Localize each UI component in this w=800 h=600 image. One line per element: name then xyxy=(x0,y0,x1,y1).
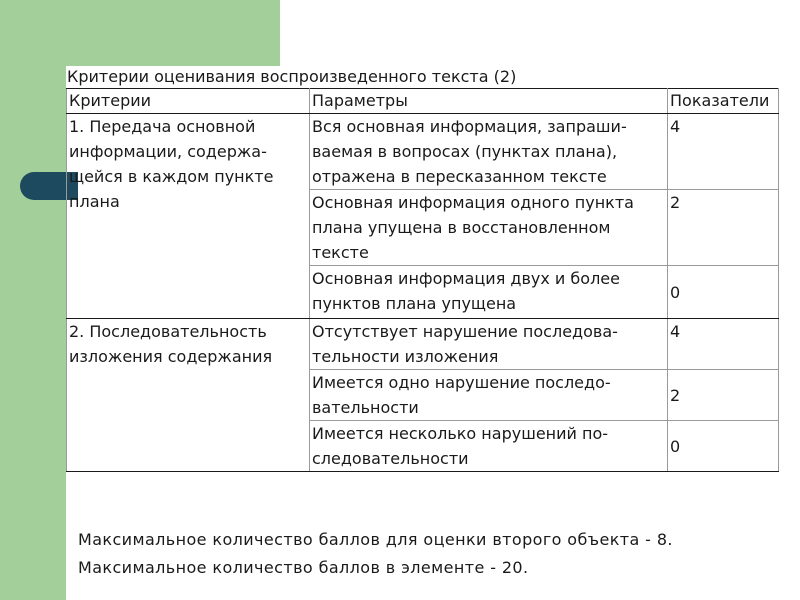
score-cell: 0 xyxy=(668,266,779,319)
score-cell: 0 xyxy=(668,421,779,472)
parameter-cell: Вся основная информация, запраши-ваемая в вопросах (пунктах плана), отражена в пересказанном тексте xyxy=(310,114,668,190)
score-cell: 2 xyxy=(668,370,779,421)
score-cell: 4 xyxy=(668,114,779,190)
slide-title: Критерии оценивания воспроизведенного текста (2) xyxy=(67,67,517,86)
header-scores: Показатели xyxy=(668,89,779,114)
criterion-name: 1. Передача основной информации, содержа-щейся в каждом пункте плана xyxy=(67,114,310,319)
decorative-top-block xyxy=(66,0,280,66)
header-criteria: Критерии xyxy=(67,89,310,114)
parameter-cell: Отсутствует нарушение последова-тельности изложения xyxy=(310,319,668,370)
score-cell: 2 xyxy=(668,190,779,266)
parameter-cell: Имеется одно нарушение последо-вательности xyxy=(310,370,668,421)
max-score-note-object: Максимальное количество баллов для оценки второго объекта - 8. xyxy=(78,530,673,549)
table-header-row xyxy=(67,89,779,114)
parameter-cell: Основная информация двух и более пунктов плана упущена xyxy=(310,266,668,319)
parameter-cell: Основная информация одного пункта плана упущена в восстановленном тексте xyxy=(310,190,668,266)
criteria-table xyxy=(66,88,779,472)
table-row xyxy=(67,114,779,190)
table-row xyxy=(67,319,779,370)
score-cell: 4 xyxy=(668,319,779,370)
decorative-side-bar xyxy=(0,0,66,600)
header-parameters: Параметры xyxy=(310,89,668,114)
max-score-note-element: Максимальное количество баллов в элементе - 20. xyxy=(78,558,529,577)
criterion-name: 2. Последовательность изложения содержания xyxy=(67,319,310,472)
parameter-cell: Имеется несколько нарушений по-следовательности xyxy=(310,421,668,472)
